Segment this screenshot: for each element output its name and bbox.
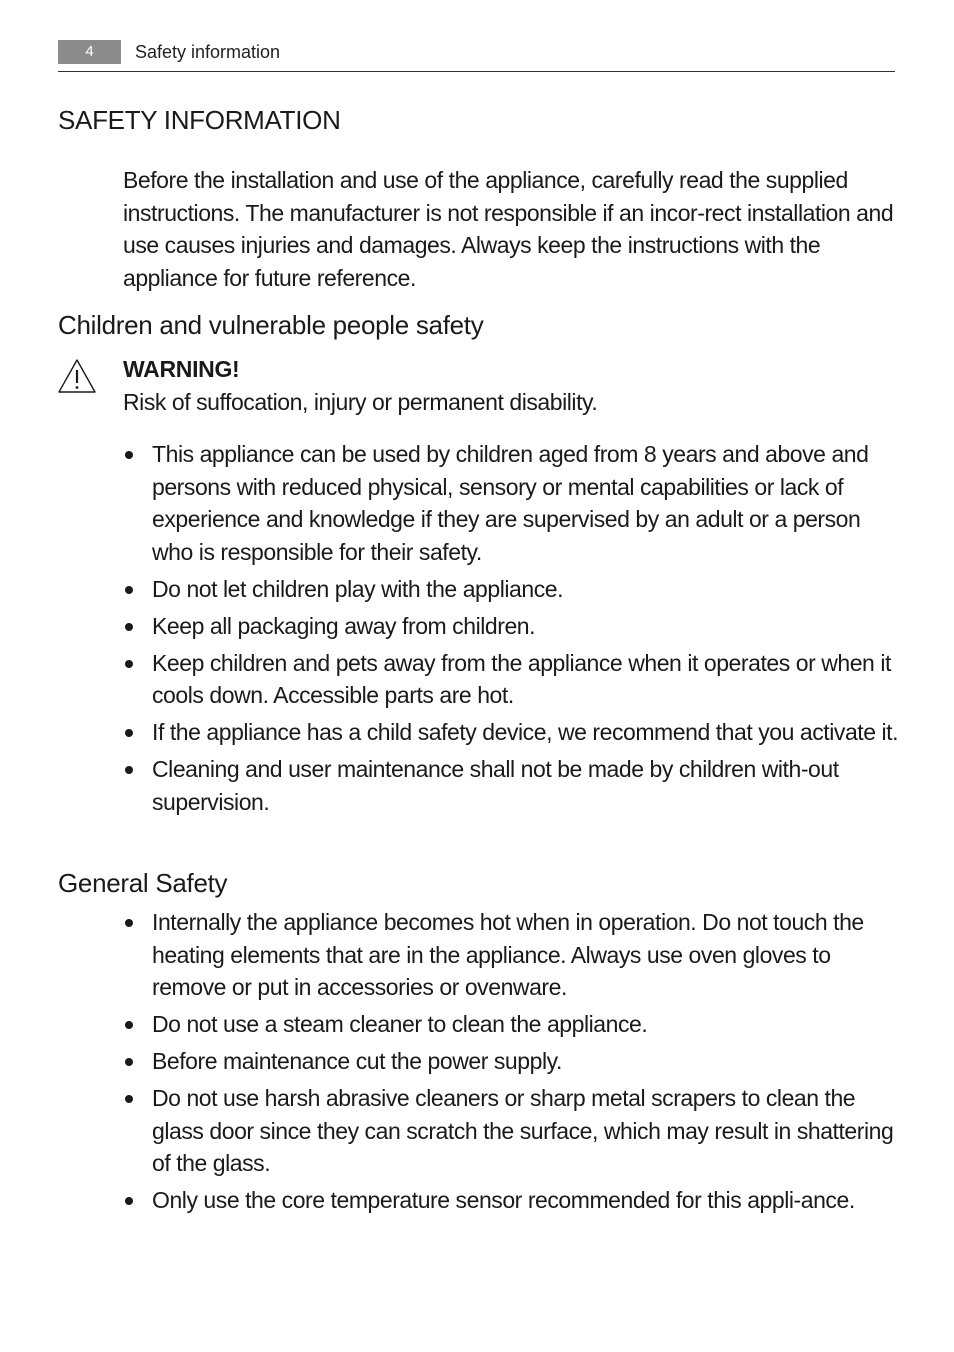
general-safety-heading: General Safety	[58, 868, 228, 898]
list-item: Do not use a steam cleaner to clean the appliance.	[123, 1008, 899, 1041]
page-header	[58, 40, 895, 72]
list-item: Cleaning and user maintenance shall not be made by children with-out supervision.	[123, 753, 899, 818]
list-item: Keep all packaging away from children.	[123, 610, 899, 643]
general-safety-list	[123, 906, 899, 1221]
bullet-icon	[125, 1021, 133, 1029]
list-item: Internally the appliance becomes hot when in operation. Do not touch the heating elements that are in the appliance. Always use oven gloves to remove or put in accessories or ovenware.	[123, 906, 899, 1004]
bullet-icon	[125, 766, 133, 774]
bullet-icon	[125, 660, 133, 668]
list-item: If the appliance has a child safety device, we recommend that you activate it.	[123, 716, 899, 749]
bullet-icon	[125, 1095, 133, 1103]
page-number: 4	[58, 40, 121, 64]
running-title: Safety information	[135, 42, 281, 62]
bullet-icon	[125, 451, 133, 459]
bullet-icon	[125, 586, 133, 594]
children-safety-list	[123, 438, 899, 823]
bullet-icon	[125, 1058, 133, 1066]
intro-paragraph: Before the installation and use of the appliance, carefully read the supplied instructions. The manufacturer is not responsible if an incor-rect installation and use causes injuries and damages. Always keep the instructions with the appliance for future reference.	[123, 167, 894, 291]
list-item: This appliance can be used by children aged from 8 years and above and persons with reduced physical, sensory or mental capabilities or lack of experience and knowledge if they are supervised by an adult or a person who is responsible for their safety.	[123, 438, 899, 568]
warning-triangle-icon	[57, 358, 97, 394]
warning-text: Risk of suffocation, injury or permanent disability.	[123, 389, 598, 415]
list-item: Do not use harsh abrasive cleaners or sharp metal scrapers to clean the glass door since they can scratch the surface, which may result in shattering of the glass.	[123, 1082, 899, 1180]
children-safety-heading: Children and vulnerable people safety	[58, 310, 484, 340]
list-item: Before maintenance cut the power supply.	[123, 1045, 899, 1078]
warning-title: WARNING!	[123, 356, 240, 382]
page-title: SAFETY INFORMATION	[58, 105, 341, 135]
bullet-icon	[125, 623, 133, 631]
bullet-icon	[125, 919, 133, 927]
bullet-icon	[125, 729, 133, 737]
bullet-icon	[125, 1197, 133, 1205]
list-item: Keep children and pets away from the appliance when it operates or when it cools down. Accessible parts are hot.	[123, 647, 899, 712]
list-item: Do not let children play with the appliance.	[123, 573, 899, 606]
list-item: Only use the core temperature sensor recommended for this appli-ance.	[123, 1184, 899, 1217]
